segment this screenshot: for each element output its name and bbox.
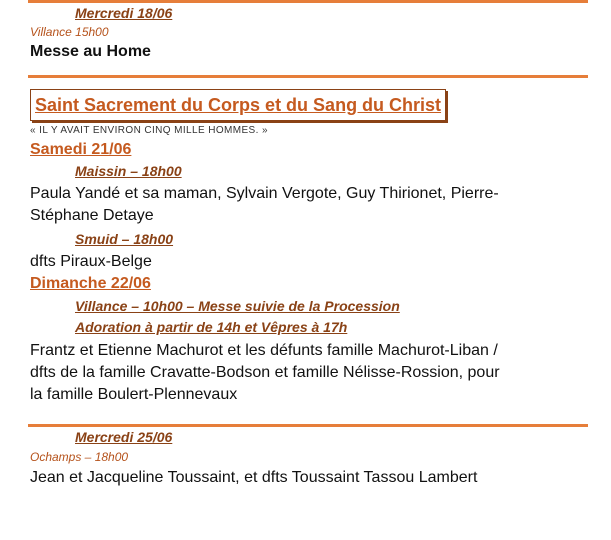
mass-place-smuid: Smuid – 18h00 — [75, 231, 174, 247]
place-time: Villance 15h00 — [30, 25, 109, 39]
gospel-quote: « IL Y AVAIT ENVIRON CINQ MILLE HOMMES. » — [30, 125, 268, 136]
section-divider — [28, 424, 588, 427]
intentions-line: dfts de la famille Cravatte-Bodson et famille Nélisse-Rossion, pour — [30, 364, 500, 381]
intentions-smuid: dfts Piraux-Belge — [30, 253, 152, 270]
day-heading-saturday: Samedi 21/06 — [30, 141, 132, 158]
date-heading: Mercredi 18/06 — [75, 5, 173, 21]
mass-place-maissin: Maissin – 18h00 — [75, 163, 182, 179]
place-time: Ochamps – 18h00 — [30, 450, 129, 464]
intentions-ochamps: Jean et Jacqueline Toussaint, et dfts Toussaint Tassou Lambert — [30, 469, 478, 486]
feast-title: Saint Sacrement du Corps et du Sang du Christ — [30, 89, 446, 121]
day-heading-sunday: Dimanche 22/06 — [30, 275, 151, 292]
intentions-line: Stéphane Detaye — [30, 207, 154, 224]
section-divider — [28, 75, 588, 78]
mass-place-villance: Villance – 10h00 – Messe suivie de la Procession — [75, 298, 400, 314]
intentions-villance — [30, 340, 590, 406]
intentions-maissin — [30, 183, 590, 227]
intentions-line: Paula Yandé et sa maman, Sylvain Vergote, Guy Thirionet, Pierre- — [30, 185, 499, 202]
mass-title: Messe au Home — [30, 43, 151, 60]
adoration-line: Adoration à partir de 14h et Vêpres à 17h — [75, 319, 348, 335]
intentions-line: la famille Boulert-Plennevaux — [30, 386, 238, 403]
date-heading: Mercredi 25/06 — [75, 429, 173, 445]
top-divider — [28, 0, 588, 3]
intentions-line: Frantz et Etienne Machurot et les défunts famille Machurot-Liban / — [30, 342, 498, 359]
